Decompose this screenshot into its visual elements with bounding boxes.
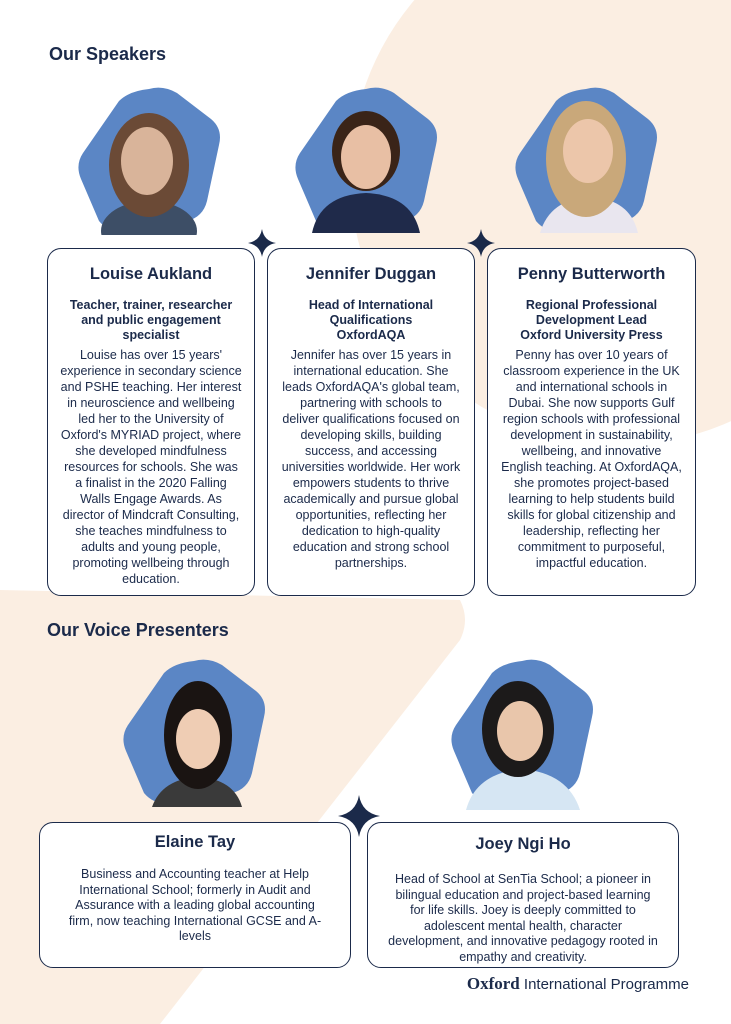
presenter-photo-elaine	[118, 655, 270, 810]
footer-brand: Oxford	[466, 974, 520, 993]
speaker-name: Louise Aukland	[89, 265, 213, 283]
presenter-bio: Business and Accounting teacher at Help International School; formerly in Audit and Assurance with a leading global accounting firm, now teaching International GCSE and A-levels	[68, 867, 322, 943]
presenters-section-title: Our Voice Presenters	[47, 620, 229, 640]
speaker-card	[47, 248, 255, 596]
presenter-bio: Head of School at SenTia School; a pioneer in bilingual education and project-based learning for life skills. Joey is deeply committed to adolescent mental health, character development, and innovative pedagogy rooted in empathy and creativity.	[388, 872, 658, 964]
speaker-name: Jennifer Duggan	[305, 265, 437, 283]
speaker-bio: Jennifer has over 15 years in international education. She leads OxfordAQA's global team, partnering with schools to deliver qualifications focused on developing skills, building success, and accessing universities worldwide. Her work empowers students to thrive academically and pursue global opportunities, reflecting her dedication to high-quality education and strong school partnerships.	[281, 348, 461, 570]
speaker-role: Teacher, trainer, researcher and public engagement specialist	[69, 298, 233, 342]
presenter-photo-joey	[446, 655, 598, 810]
speaker-card	[267, 248, 475, 596]
footer-logo	[467, 974, 689, 994]
speakers-section-title: Our Speakers	[49, 44, 167, 64]
speaker-role: Head of International Qualifications OxfordAQA	[308, 298, 434, 342]
footer-programme: International Programme	[523, 976, 689, 993]
speaker-photo-penny	[510, 83, 662, 235]
presenter-card	[367, 822, 679, 968]
speaker-photo-jennifer	[290, 83, 442, 235]
speaker-card	[487, 248, 696, 596]
speaker-role: Regional Professional Development Lead Oxford University Press	[520, 298, 663, 342]
speaker-photo-louise	[73, 83, 225, 235]
presenter-name: Joey Ngi Ho	[475, 835, 571, 853]
presenter-name: Elaine Tay	[154, 833, 236, 851]
speaker-bio: Penny has over 10 years of classroom experience in the UK and international schools in Dubai. She now supports Gulf region schools with professional development in sustainability, wellbeing, and innovative English teaching. At OxfordAQA, she promotes project-based learning to help students build skills for global citizenship and leadership, reflecting her commitment to purposeful, impactful education.	[501, 348, 682, 570]
speaker-bio: Louise has over 15 years' experience in secondary science and PSHE teaching. Her interest in neuroscience and wellbeing led her to the University of Oxford's MYRIAD project, where she developed mindfulness resources for schools. She was a finalist in the 2020 Falling Walls Engage Awards. As director of Mindcraft Consulting, she teaches mindfulness to adults and young people, promoting wellbeing through education.	[60, 348, 242, 586]
speaker-name: Penny Butterworth	[517, 265, 666, 283]
presenter-card	[39, 822, 351, 968]
